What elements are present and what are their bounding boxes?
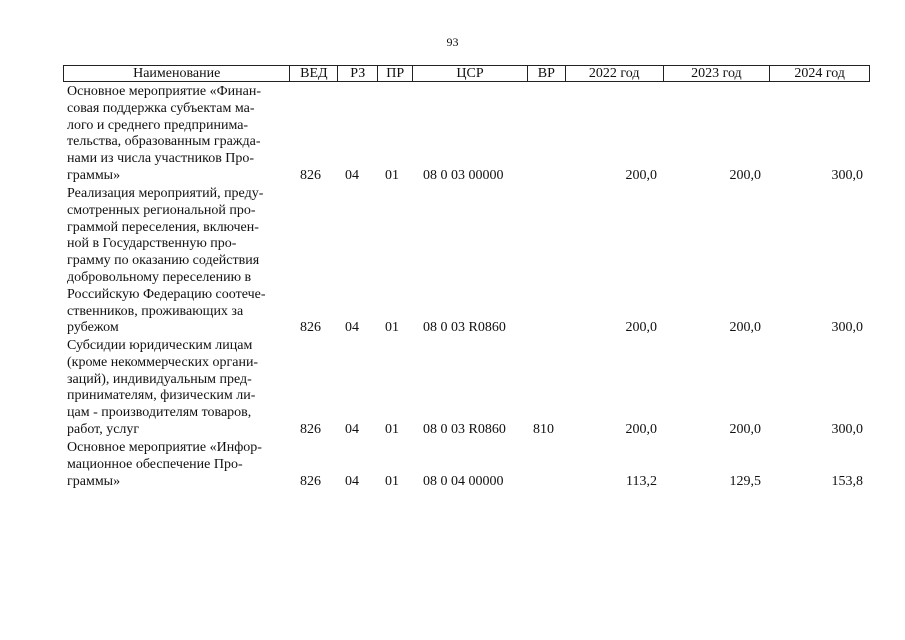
- page-number: 93: [446, 35, 459, 49]
- row-name-line: грамму по оказанию содействия: [67, 253, 260, 269]
- cell-y2022: 113,2: [626, 473, 657, 489]
- row-name: [67, 440, 287, 490]
- cell-y2024: 300,0: [831, 167, 863, 183]
- header-csr: ЦСР: [413, 66, 528, 81]
- row-name-line: Субсидии юридическим лицам: [67, 338, 253, 353]
- cell-csr: 08 0 03 R0860: [423, 320, 506, 336]
- cell-y2023: 200,0: [729, 421, 761, 437]
- cell-csr: 08 0 04 00000: [423, 473, 504, 489]
- row-name-line: совая поддержка субъектам ма-: [67, 100, 255, 116]
- row-name-line: граммы»: [67, 473, 121, 489]
- table-row: [67, 440, 867, 490]
- row-name-line: Основное мероприятие «Инфор-: [67, 440, 262, 455]
- cell-pr: 01: [385, 421, 399, 437]
- cell-y2022: 200,0: [625, 167, 657, 183]
- row-name: [67, 84, 287, 185]
- cell-ved: 826: [300, 421, 321, 437]
- header-ved: ВЕД: [290, 66, 338, 81]
- cell-y2024: 300,0: [831, 421, 863, 437]
- row-name-line: Реализация мероприятий, преду-: [67, 186, 264, 201]
- header-name: Наименование: [64, 66, 290, 81]
- cell-rz: 04: [345, 421, 359, 437]
- row-name: [67, 186, 287, 337]
- row-name-line: Основное мероприятие «Финан-: [67, 84, 262, 99]
- cell-y2023: 200,0: [729, 167, 761, 183]
- row-name-line: ной в Государственную про-: [67, 236, 237, 252]
- cell-csr: 08 0 03 00000: [423, 167, 504, 183]
- row-name-line: заций), индивидуальным пред-: [67, 371, 252, 387]
- cell-y2024: 153,8: [831, 473, 863, 489]
- table-row: [67, 84, 867, 185]
- cell-pr: 01: [385, 167, 399, 183]
- cell-ved: 826: [300, 473, 321, 489]
- table-header: [63, 65, 870, 82]
- cell-y2022: 200,0: [625, 421, 657, 437]
- cell-pr: 01: [385, 320, 399, 336]
- row-name-line: Российскую Федерацию соотече-: [67, 286, 266, 302]
- cell-y2024: 300,0: [831, 320, 863, 336]
- header-2023: 2023 год: [664, 66, 771, 81]
- row-name-line: мационное обеспечение Про-: [67, 456, 243, 472]
- row-name-line: цам - производителям товаров,: [67, 405, 252, 421]
- cell-ved: 826: [300, 320, 321, 336]
- row-name-line: тельства, образованным гражда-: [67, 134, 261, 150]
- table-row: [67, 338, 867, 439]
- row-name-line: добровольному переселению в: [67, 269, 252, 285]
- cell-csr: 08 0 03 R0860: [423, 421, 506, 437]
- row-name-line: нами из числа участников Про-: [67, 151, 255, 167]
- row-name-line: принимателям, физическим ли-: [67, 388, 256, 404]
- cell-rz: 04: [345, 167, 359, 183]
- row-name-line: лого и среднего предпринима-: [67, 117, 249, 133]
- row-name-line: ственников, проживающих за: [67, 303, 244, 319]
- cell-pr: 01: [385, 473, 399, 489]
- row-name-line: смотренных региональной про-: [67, 202, 256, 218]
- header-vr: ВР: [528, 66, 566, 81]
- header-2022: 2022 год: [566, 66, 664, 81]
- table-row: [67, 186, 867, 337]
- row-name-line: работ, услуг: [67, 421, 140, 437]
- row-name-line: (кроме некоммерческих органи-: [67, 354, 259, 370]
- cell-y2023: 129,5: [729, 473, 761, 489]
- header-2024: 2024 год: [794, 66, 845, 81]
- cell-y2022: 200,0: [625, 320, 657, 336]
- header-pr: ПР: [378, 66, 413, 81]
- row-name-line: рубежом: [67, 320, 119, 336]
- cell-ved: 826: [300, 167, 321, 183]
- cell-rz: 04: [345, 473, 359, 489]
- header-rz: РЗ: [338, 66, 378, 81]
- row-name-line: граммы»: [67, 167, 121, 183]
- cell-y2023: 200,0: [729, 320, 761, 336]
- cell-vr: 810: [533, 421, 554, 437]
- row-name-line: граммой переселения, включен-: [67, 219, 259, 235]
- row-name: [67, 338, 287, 439]
- cell-rz: 04: [345, 320, 359, 336]
